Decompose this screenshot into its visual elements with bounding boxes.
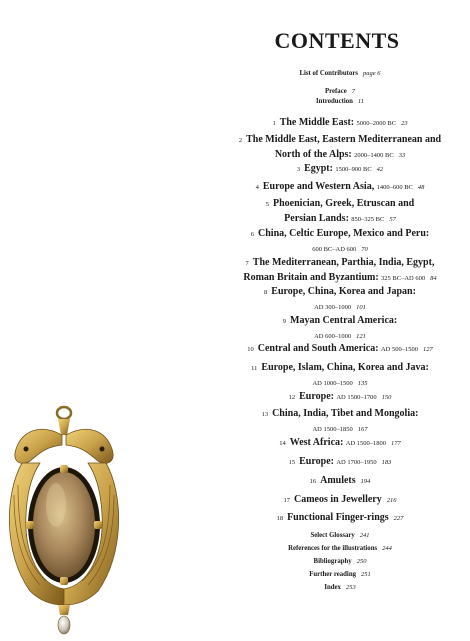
toc-label: Introduction <box>316 98 353 105</box>
chapter-number: 5 <box>265 201 270 208</box>
chapter-date: AD 1000–1500 <box>312 380 353 387</box>
toc-entry-chapter-5[interactable] <box>222 197 458 227</box>
chapter-title: Central and South America: <box>257 343 379 354</box>
chapter-title: China, Celtic Europe, Mexico and Peru: <box>258 228 430 239</box>
toc-page: 250 <box>356 558 367 565</box>
chapter-date: AD 500–1500 <box>380 346 418 353</box>
bail <box>58 419 70 435</box>
chapter-number: 1 <box>272 120 276 127</box>
chapter-title: Cameos in Jewellery <box>293 494 382 505</box>
chapter-number: 4 <box>255 184 259 191</box>
chapter-number: 15 <box>288 459 296 466</box>
chapter-date: 1400–600 BC <box>376 184 413 191</box>
toc-line <box>222 342 458 357</box>
toc-line <box>222 271 458 286</box>
chapter-number: 7 <box>245 260 249 267</box>
toc-entry-further-reading[interactable] <box>222 570 458 580</box>
toc-label: Bibliography <box>313 558 352 565</box>
chapter-title: Europe, China, Korea and Japan: <box>271 286 416 297</box>
chapter-date: 600 BC–AD 600 <box>312 246 357 253</box>
chapter-title: Phoenician, Greek, Etruscan and <box>273 198 415 209</box>
toc-line <box>222 300 458 315</box>
chapter-title: The Mediterranean, Parthia, India, Egypt, <box>252 257 435 268</box>
chapter-number: 9 <box>282 318 287 325</box>
drop-link <box>58 605 70 615</box>
chapter-date: 325 BC–AD 600 <box>381 275 426 282</box>
toc-line <box>222 180 458 195</box>
toc-entry-chapter-8[interactable] <box>222 285 458 315</box>
toc-entry-chapter-16[interactable] <box>222 474 458 489</box>
chapter-title: Europe: <box>299 391 334 402</box>
toc-entry-chapter-3[interactable] <box>222 162 458 177</box>
toc-page: 251 <box>361 571 371 578</box>
toc-entry-chapter-2[interactable] <box>222 133 458 163</box>
chapter-title: Functional Finger-rings <box>287 512 389 523</box>
toc-entry-references[interactable] <box>222 544 458 554</box>
toc-page: 183 <box>381 459 392 466</box>
chapter-date: AD 1700–1950 <box>336 459 377 466</box>
toc-entry-chapter-7[interactable] <box>222 256 458 286</box>
toc-page: 127 <box>422 346 433 353</box>
toc-page: 241 <box>359 532 370 539</box>
chapter-title: Europe, Islam, China, Korea and Java: <box>261 362 429 373</box>
toc-line <box>222 390 458 405</box>
toc-line <box>222 148 458 163</box>
toc-page: 7 <box>351 88 355 95</box>
toc-line <box>222 314 458 329</box>
toc-entry-chapter-13[interactable] <box>222 407 458 437</box>
toc-page: 101 <box>356 304 366 311</box>
chapter-title: Roman Britain and Byzantium: <box>243 272 379 283</box>
toc-line <box>222 212 458 227</box>
toc-line <box>222 407 458 422</box>
toc-label: Further reading <box>309 571 356 578</box>
toc-label: Preface <box>324 88 347 95</box>
toc-label: References for the illustrations <box>288 545 378 552</box>
toc-entry-chapter-18[interactable] <box>222 511 458 526</box>
toc-page: 167 <box>357 426 368 433</box>
toc-line <box>222 285 458 300</box>
toc-entry-chapter-12[interactable] <box>222 390 458 405</box>
toc-page: 11 <box>357 98 364 105</box>
toc-line <box>222 256 458 271</box>
toc-entry-chapter-9[interactable] <box>222 314 458 344</box>
toc-line <box>222 493 458 508</box>
chapter-number: 11 <box>251 365 258 372</box>
toc-page: 253 <box>345 584 356 591</box>
toc-entry-introduction[interactable] <box>222 97 458 107</box>
bail-ring <box>57 407 71 419</box>
toc-page: 84 <box>430 275 437 282</box>
toc-page: page 6 <box>363 70 381 77</box>
toc-page: 33 <box>398 152 406 159</box>
chapter-title: Mayan Central America: <box>290 315 398 326</box>
toc-line <box>222 474 458 489</box>
toc-page: 121 <box>356 333 366 340</box>
chapter-number: 2 <box>238 137 243 144</box>
pendant-illustration <box>0 405 168 641</box>
toc-page: 194 <box>360 478 371 485</box>
chapter-title: West Africa: <box>289 437 344 448</box>
chapter-number: 18 <box>276 515 284 522</box>
chapter-title: Persian Lands: <box>284 213 349 224</box>
pearl-drop <box>58 616 70 634</box>
toc-entry-glossary[interactable] <box>222 531 458 541</box>
chapter-date: 1500–900 BC <box>335 166 372 173</box>
toc-entry-chapter-14[interactable] <box>222 436 458 451</box>
toc-entry-preface[interactable] <box>222 87 458 97</box>
toc-line <box>222 242 458 257</box>
toc-entry-chapter-15[interactable] <box>222 455 458 470</box>
chapter-date: AD 600–1000 <box>314 333 352 340</box>
chapter-number: 3 <box>296 166 301 173</box>
toc-entry-index[interactable] <box>222 583 458 593</box>
toc-page: 177 <box>390 440 401 447</box>
chapter-title: The Middle East: <box>279 117 355 128</box>
toc-page: 42 <box>376 166 384 173</box>
chapter-title: Amulets <box>320 475 356 486</box>
toc-line <box>222 227 458 242</box>
chapter-title: The Middle East, Eastern Mediterranean and <box>246 134 442 145</box>
chapter-number: 10 <box>247 346 254 353</box>
page-title: CONTENTS <box>274 28 400 53</box>
oval-stone <box>33 472 95 578</box>
chapter-title: Europe: <box>299 456 334 467</box>
chapter-date: AD 300–1000 <box>314 304 352 311</box>
right-bird-head <box>66 429 113 463</box>
toc-entry-chapter-6[interactable] <box>222 227 458 257</box>
chapter-number: 13 <box>261 411 269 418</box>
toc-entry-chapter-10[interactable] <box>222 342 458 357</box>
chapter-number: 6 <box>250 231 255 238</box>
toc-line <box>222 197 458 212</box>
chapter-title: Egypt: <box>304 163 333 174</box>
toc-line <box>222 455 458 470</box>
toc-page: 57 <box>389 216 396 223</box>
toc-page: 244 <box>382 545 392 552</box>
toc-page: 48 <box>417 184 425 191</box>
chapter-number: 8 <box>264 289 268 296</box>
chapter-title: Europe and Western Asia, <box>262 181 375 192</box>
left-bird-head <box>15 429 62 463</box>
toc-entry-bibliography[interactable] <box>222 557 458 567</box>
toc-page: 23 <box>401 120 408 127</box>
toc-line <box>222 116 458 131</box>
chapter-number: 14 <box>279 440 286 447</box>
toc-page: 135 <box>357 380 368 387</box>
toc-line <box>222 162 458 177</box>
chapter-title: North of the Alps: <box>274 149 352 160</box>
chapter-date: AD 1500–1850 <box>312 426 353 433</box>
toc-line <box>222 361 458 376</box>
toc-page: 70 <box>361 246 368 253</box>
toc-label: Select Glossary <box>310 532 355 539</box>
chapter-number: 16 <box>309 478 317 485</box>
toc-page: 216 <box>386 497 397 504</box>
toc-line <box>222 422 458 437</box>
toc-line <box>222 376 458 391</box>
chapter-date: AD 1500–1700 <box>336 394 377 401</box>
chapter-date: 850–325 BC <box>351 216 385 223</box>
chapter-title: China, India, Tibet and Mongolia: <box>272 408 419 419</box>
toc-entry-contributors[interactable] <box>222 69 458 79</box>
toc-page: 227 <box>393 515 404 522</box>
toc-label: Index <box>324 584 341 591</box>
toc-line <box>222 133 458 148</box>
toc-entry-chapter-4[interactable] <box>222 180 458 195</box>
chapter-number: 17 <box>283 497 290 504</box>
toc-page: 150 <box>381 394 392 401</box>
toc-line <box>222 436 458 451</box>
chapter-number: 12 <box>288 394 296 401</box>
chapter-date: 2000–1400 BC <box>354 152 394 159</box>
chapter-date: 5000–2000 BC <box>356 120 397 127</box>
toc-line <box>222 511 458 526</box>
toc-entry-chapter-11[interactable] <box>222 361 458 391</box>
toc-entry-chapter-1[interactable] <box>222 116 458 131</box>
toc-label: List of Contributors <box>299 70 358 77</box>
toc-entry-chapter-17[interactable] <box>222 493 458 508</box>
chapter-date: AD 1500–1800 <box>345 440 386 447</box>
